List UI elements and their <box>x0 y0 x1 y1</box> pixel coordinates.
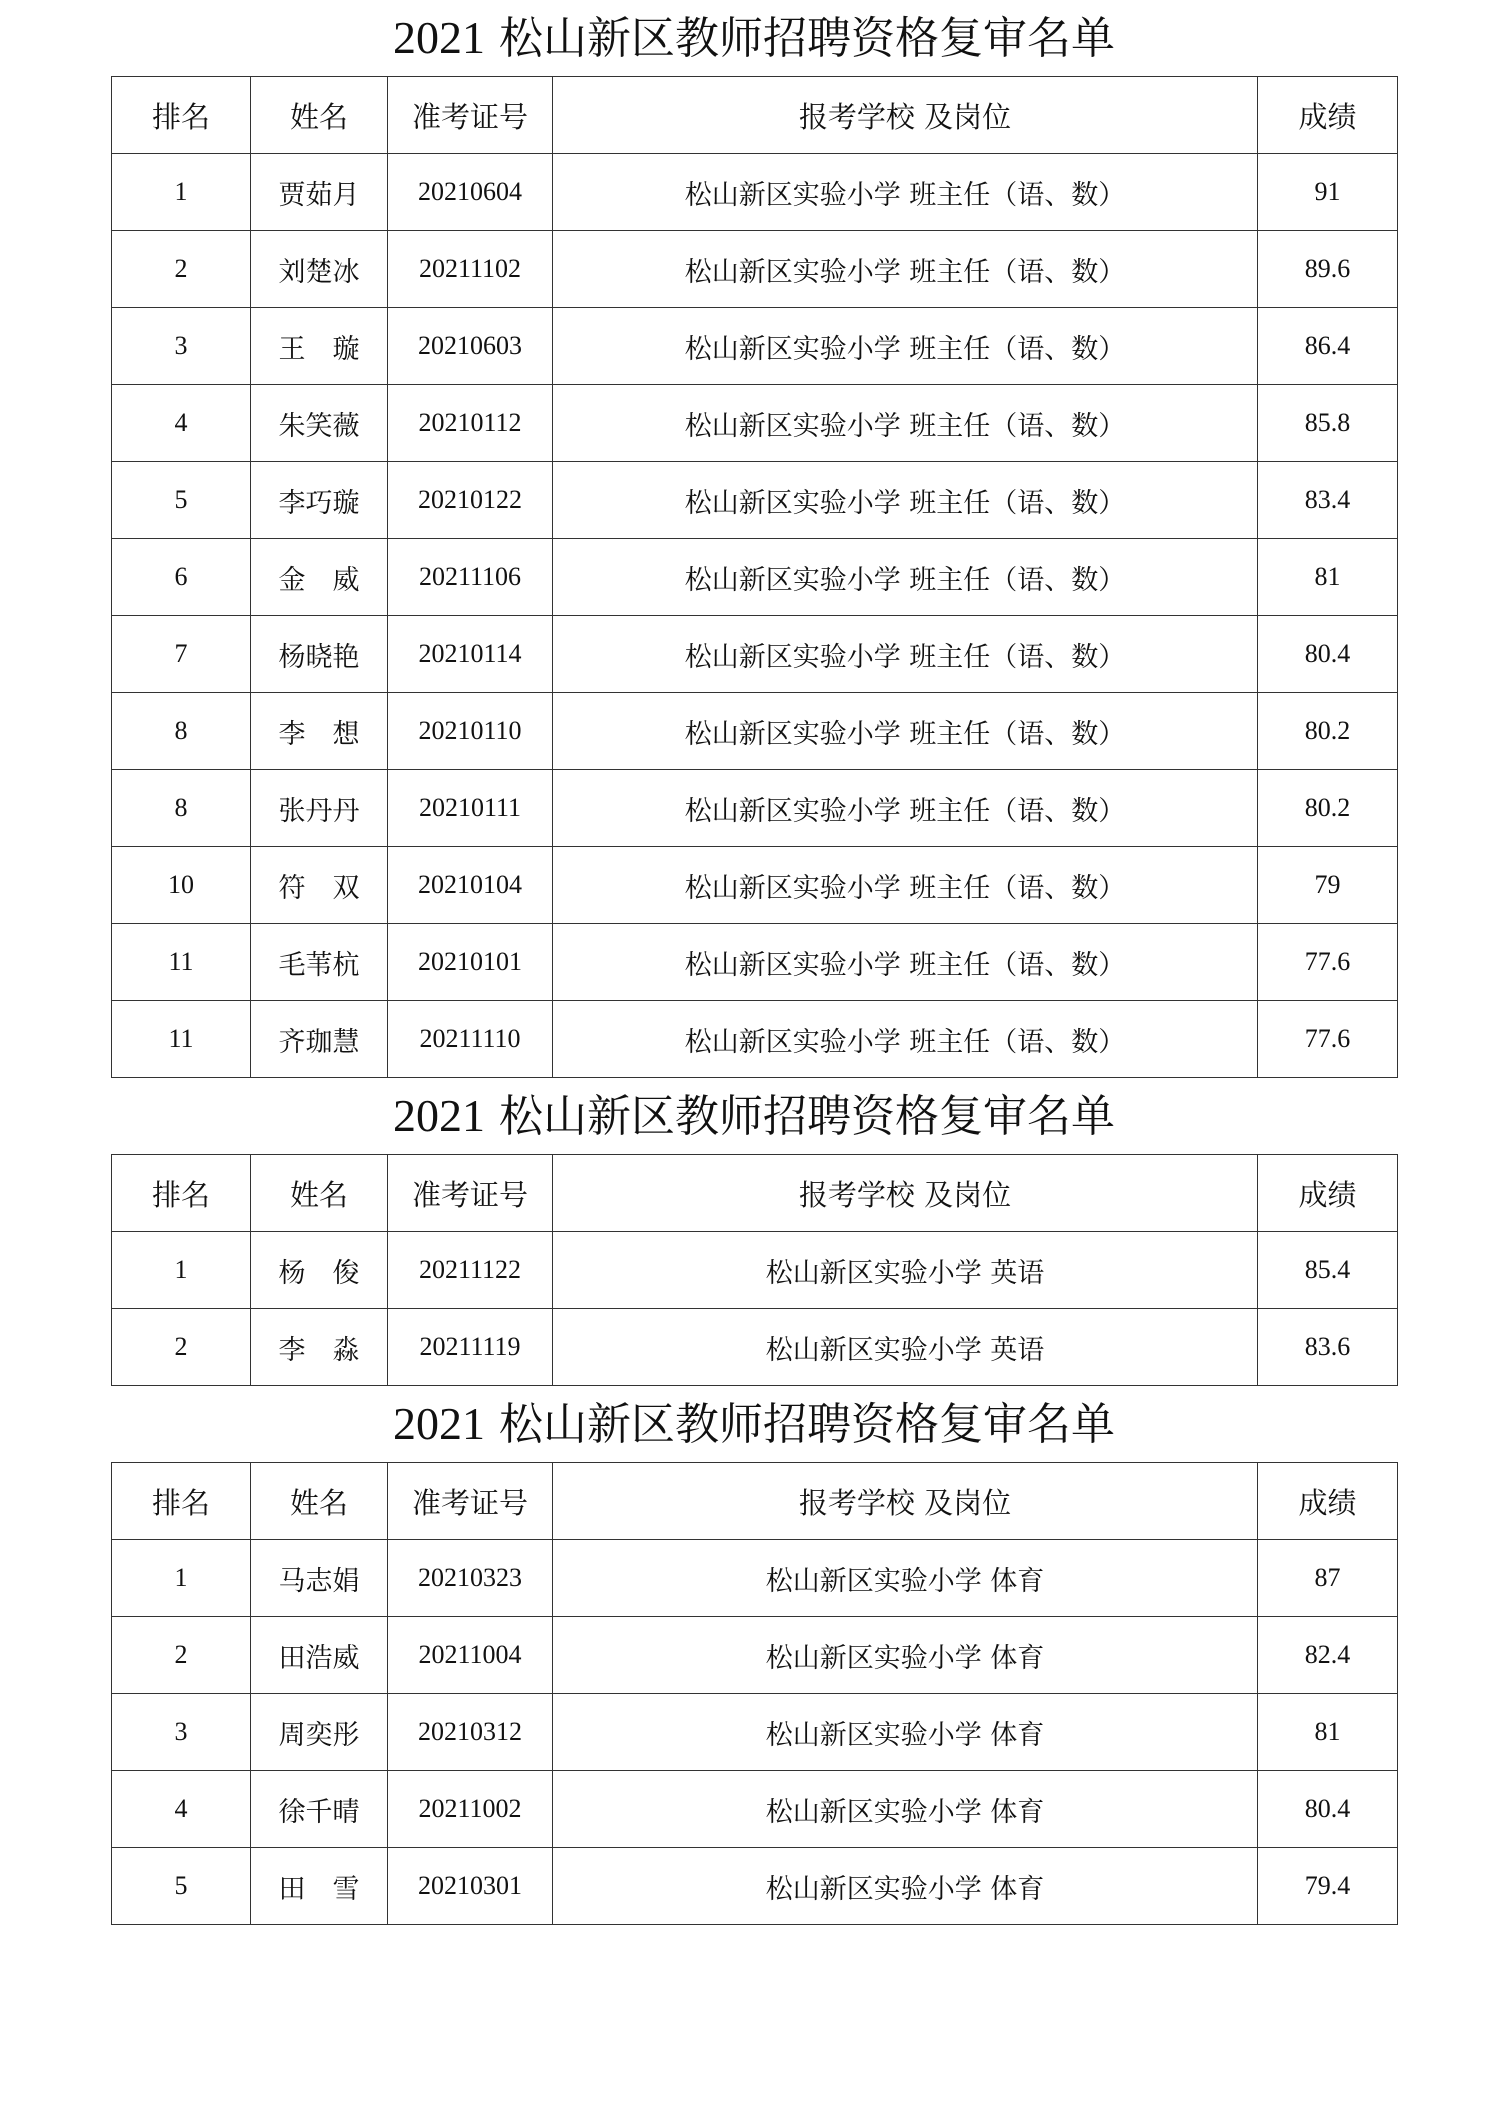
header-rank: 排名 <box>112 1155 251 1232</box>
cell-name: 杨晓艳 <box>251 616 388 693</box>
cell-position: 松山新区实验小学 体育 <box>553 1848 1258 1925</box>
cell-score: 87 <box>1258 1540 1398 1617</box>
table-row <box>112 1771 1398 1848</box>
cell-exam-id: 20210111 <box>388 770 553 847</box>
cell-rank: 8 <box>112 693 251 770</box>
header-rank: 排名 <box>112 77 251 154</box>
cell-exam-id: 20211110 <box>388 1001 553 1078</box>
candidate-table <box>111 1154 1398 1386</box>
cell-score: 80.2 <box>1258 770 1398 847</box>
cell-exam-id: 20210603 <box>388 308 553 385</box>
cell-rank: 7 <box>112 616 251 693</box>
cell-position: 松山新区实验小学 班主任（语、数） <box>553 154 1258 231</box>
cell-position: 松山新区实验小学 班主任（语、数） <box>553 616 1258 693</box>
title-text: 松山新区教师招聘资格复审名单 <box>485 13 1115 64</box>
table-row <box>112 1309 1398 1386</box>
table-row <box>112 616 1398 693</box>
header-score: 成绩 <box>1258 1463 1398 1540</box>
cell-rank: 1 <box>112 154 251 231</box>
table-row <box>112 231 1398 308</box>
cell-name: 李 想 <box>251 693 388 770</box>
cell-position: 松山新区实验小学 班主任（语、数） <box>553 770 1258 847</box>
candidate-table <box>111 76 1398 1078</box>
header-name: 姓名 <box>251 1463 388 1540</box>
cell-exam-id: 20210122 <box>388 462 553 539</box>
header-exam-id: 准考证号 <box>388 77 553 154</box>
section-title <box>111 1386 1397 1462</box>
cell-score: 83.6 <box>1258 1309 1398 1386</box>
cell-score: 80.4 <box>1258 616 1398 693</box>
cell-name: 贾茹月 <box>251 154 388 231</box>
header-name: 姓名 <box>251 1155 388 1232</box>
cell-exam-id: 20210101 <box>388 924 553 1001</box>
cell-position: 松山新区实验小学 班主任（语、数） <box>553 1001 1258 1078</box>
cell-rank: 2 <box>112 231 251 308</box>
cell-position: 松山新区实验小学 班主任（语、数） <box>553 539 1258 616</box>
cell-exam-id: 20210114 <box>388 616 553 693</box>
table-header-row <box>112 1155 1398 1232</box>
cell-name: 刘楚冰 <box>251 231 388 308</box>
cell-score: 77.6 <box>1258 1001 1398 1078</box>
cell-score: 89.6 <box>1258 231 1398 308</box>
cell-rank: 3 <box>112 308 251 385</box>
header-position: 报考学校 及岗位 <box>553 77 1258 154</box>
cell-rank: 10 <box>112 847 251 924</box>
cell-position: 松山新区实验小学 体育 <box>553 1617 1258 1694</box>
cell-rank: 6 <box>112 539 251 616</box>
cell-score: 86.4 <box>1258 308 1398 385</box>
cell-rank: 4 <box>112 385 251 462</box>
table-row <box>112 539 1398 616</box>
section-title <box>111 0 1397 76</box>
document-page <box>111 0 1397 1925</box>
cell-position: 松山新区实验小学 班主任（语、数） <box>553 847 1258 924</box>
cell-name: 周奕彤 <box>251 1694 388 1771</box>
cell-rank: 5 <box>112 1848 251 1925</box>
section-title <box>111 1078 1397 1154</box>
header-name: 姓名 <box>251 77 388 154</box>
table-row <box>112 462 1398 539</box>
cell-position: 松山新区实验小学 体育 <box>553 1771 1258 1848</box>
cell-score: 81 <box>1258 539 1398 616</box>
header-position: 报考学校 及岗位 <box>553 1463 1258 1540</box>
cell-position: 松山新区实验小学 班主任（语、数） <box>553 693 1258 770</box>
cell-exam-id: 20210604 <box>388 154 553 231</box>
cell-exam-id: 20211102 <box>388 231 553 308</box>
cell-score: 77.6 <box>1258 924 1398 1001</box>
cell-score: 91 <box>1258 154 1398 231</box>
cell-name: 徐千晴 <box>251 1771 388 1848</box>
cell-score: 79.4 <box>1258 1848 1398 1925</box>
header-score: 成绩 <box>1258 77 1398 154</box>
candidate-table <box>111 1462 1398 1925</box>
cell-score: 83.4 <box>1258 462 1398 539</box>
cell-exam-id: 20211002 <box>388 1771 553 1848</box>
cell-position: 松山新区实验小学 班主任（语、数） <box>553 231 1258 308</box>
cell-score: 85.4 <box>1258 1232 1398 1309</box>
table-row <box>112 1001 1398 1078</box>
title-text: 松山新区教师招聘资格复审名单 <box>485 1399 1115 1450</box>
cell-exam-id: 20211106 <box>388 539 553 616</box>
cell-position: 松山新区实验小学 英语 <box>553 1309 1258 1386</box>
cell-position: 松山新区实验小学 班主任（语、数） <box>553 385 1258 462</box>
table-row <box>112 385 1398 462</box>
cell-score: 85.8 <box>1258 385 1398 462</box>
table-row <box>112 1540 1398 1617</box>
table-row <box>112 154 1398 231</box>
cell-position: 松山新区实验小学 体育 <box>553 1694 1258 1771</box>
cell-position: 松山新区实验小学 班主任（语、数） <box>553 462 1258 539</box>
cell-score: 79 <box>1258 847 1398 924</box>
cell-name: 田浩威 <box>251 1617 388 1694</box>
cell-exam-id: 20211122 <box>388 1232 553 1309</box>
cell-rank: 4 <box>112 1771 251 1848</box>
cell-exam-id: 20210112 <box>388 385 553 462</box>
cell-name: 杨 俊 <box>251 1232 388 1309</box>
cell-name: 田 雪 <box>251 1848 388 1925</box>
cell-score: 81 <box>1258 1694 1398 1771</box>
table-row <box>112 1848 1398 1925</box>
cell-exam-id: 20211119 <box>388 1309 553 1386</box>
cell-rank: 2 <box>112 1617 251 1694</box>
table-header-row <box>112 1463 1398 1540</box>
table-row <box>112 847 1398 924</box>
cell-name: 毛苇杭 <box>251 924 388 1001</box>
cell-name: 王 璇 <box>251 308 388 385</box>
table-row <box>112 770 1398 847</box>
cell-position: 松山新区实验小学 班主任（语、数） <box>553 308 1258 385</box>
cell-exam-id: 20210301 <box>388 1848 553 1925</box>
cell-name: 朱笑薇 <box>251 385 388 462</box>
header-exam-id: 准考证号 <box>388 1463 553 1540</box>
title-year: 2021 <box>393 1090 485 1141</box>
cell-name: 马志娟 <box>251 1540 388 1617</box>
cell-rank: 8 <box>112 770 251 847</box>
cell-name: 金 威 <box>251 539 388 616</box>
cell-name: 李 淼 <box>251 1309 388 1386</box>
table-row <box>112 693 1398 770</box>
cell-name: 符 双 <box>251 847 388 924</box>
cell-rank: 2 <box>112 1309 251 1386</box>
cell-exam-id: 20210104 <box>388 847 553 924</box>
cell-rank: 11 <box>112 1001 251 1078</box>
cell-rank: 1 <box>112 1232 251 1309</box>
cell-position: 松山新区实验小学 班主任（语、数） <box>553 924 1258 1001</box>
table-row <box>112 308 1398 385</box>
cell-name: 齐珈慧 <box>251 1001 388 1078</box>
cell-score: 80.2 <box>1258 693 1398 770</box>
cell-score: 82.4 <box>1258 1617 1398 1694</box>
cell-name: 李巧璇 <box>251 462 388 539</box>
cell-rank: 11 <box>112 924 251 1001</box>
cell-exam-id: 20210323 <box>388 1540 553 1617</box>
cell-rank: 3 <box>112 1694 251 1771</box>
cell-exam-id: 20210110 <box>388 693 553 770</box>
table-row <box>112 924 1398 1001</box>
cell-name: 张丹丹 <box>251 770 388 847</box>
header-rank: 排名 <box>112 1463 251 1540</box>
title-year: 2021 <box>393 12 485 63</box>
cell-position: 松山新区实验小学 英语 <box>553 1232 1258 1309</box>
title-text: 松山新区教师招聘资格复审名单 <box>485 1091 1115 1142</box>
header-exam-id: 准考证号 <box>388 1155 553 1232</box>
cell-rank: 5 <box>112 462 251 539</box>
cell-score: 80.4 <box>1258 1771 1398 1848</box>
cell-exam-id: 20210312 <box>388 1694 553 1771</box>
header-score: 成绩 <box>1258 1155 1398 1232</box>
title-year: 2021 <box>393 1398 485 1449</box>
header-position: 报考学校 及岗位 <box>553 1155 1258 1232</box>
cell-exam-id: 20211004 <box>388 1617 553 1694</box>
table-row <box>112 1617 1398 1694</box>
cell-position: 松山新区实验小学 体育 <box>553 1540 1258 1617</box>
cell-rank: 1 <box>112 1540 251 1617</box>
table-row <box>112 1232 1398 1309</box>
table-row <box>112 1694 1398 1771</box>
table-header-row <box>112 77 1398 154</box>
